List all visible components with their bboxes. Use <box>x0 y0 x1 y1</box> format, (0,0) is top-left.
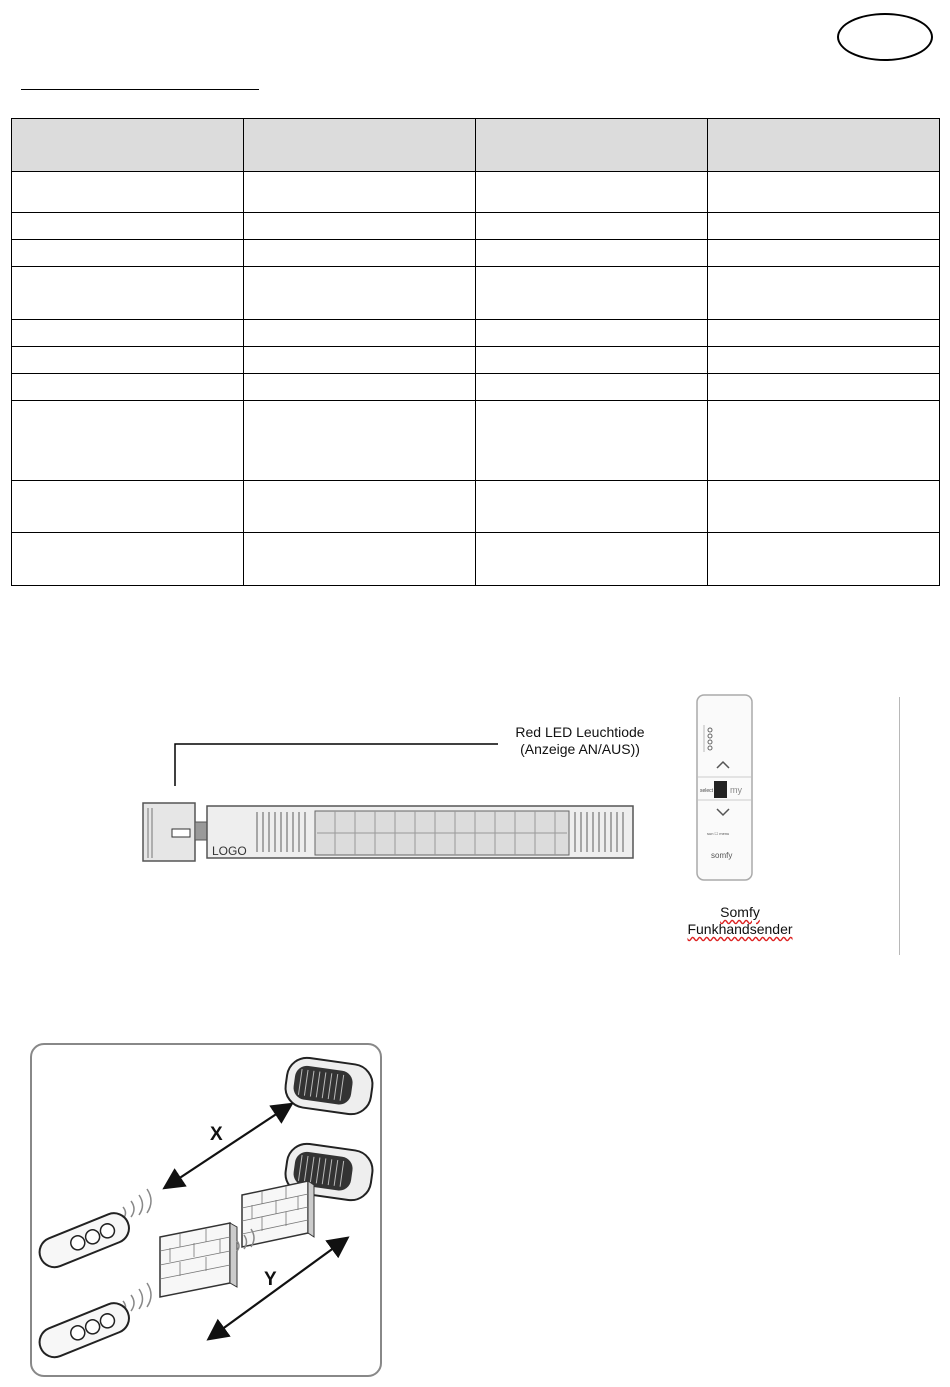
table-cell <box>12 240 244 267</box>
specification-table <box>11 118 940 586</box>
table-cell <box>12 213 244 240</box>
menu-label: sun ☐ menu <box>707 831 730 836</box>
table-row <box>12 320 940 347</box>
heater-diagram <box>130 690 650 870</box>
table-cell <box>12 533 244 586</box>
wall-icon-rear <box>242 1181 314 1247</box>
table-cell <box>476 119 708 172</box>
table-cell <box>708 213 940 240</box>
table-row <box>12 240 940 267</box>
table-cell <box>476 320 708 347</box>
led-indicator <box>172 829 190 837</box>
table-cell <box>12 347 244 374</box>
table-cell <box>244 119 476 172</box>
distance-y-label: Y <box>264 1269 277 1290</box>
table-cell <box>476 240 708 267</box>
table-cell <box>244 320 476 347</box>
table-cell <box>244 213 476 240</box>
somfy-brand-logo: somfy <box>711 851 733 860</box>
table-cell <box>12 172 244 213</box>
table-cell <box>708 267 940 320</box>
table-cell <box>244 267 476 320</box>
signal-waves-upper-icon <box>123 1189 151 1219</box>
table-row <box>12 533 940 586</box>
distance-x-arrow <box>166 1105 290 1187</box>
table-row <box>12 347 940 374</box>
table-cell <box>12 267 244 320</box>
table-cell <box>708 481 940 533</box>
table-row <box>12 213 940 240</box>
table-cell <box>244 481 476 533</box>
table-cell <box>476 172 708 213</box>
range-diagram <box>30 1043 382 1377</box>
table-row <box>12 481 940 533</box>
table-cell <box>708 401 940 481</box>
table-header-row <box>12 119 940 172</box>
led-label-line-2: (Anzeige AN/AUS)) <box>520 741 640 757</box>
table-cell <box>476 533 708 586</box>
table-cell <box>12 119 244 172</box>
table-cell <box>708 320 940 347</box>
table-cell <box>244 401 476 481</box>
remote-caption-line-2: Funkhandsender <box>687 921 793 937</box>
table-cell <box>244 533 476 586</box>
remote-icon-lower <box>35 1299 133 1362</box>
heater-icon-far <box>283 1055 375 1116</box>
table-cell <box>708 240 940 267</box>
table-cell <box>12 481 244 533</box>
vertical-divider <box>899 697 900 955</box>
signal-waves-lower-icon <box>123 1283 151 1313</box>
table-cell <box>708 119 940 172</box>
table-cell <box>476 267 708 320</box>
table-row <box>12 401 940 481</box>
table-cell <box>12 320 244 347</box>
language-badge <box>837 13 933 61</box>
table-cell <box>708 172 940 213</box>
remote-icon-upper <box>35 1209 133 1272</box>
remote-caption-line-1: Somfy <box>720 904 760 920</box>
table-cell <box>244 172 476 213</box>
table-cell <box>476 347 708 374</box>
heater-control-box <box>143 803 207 861</box>
led-label-line-1: Red LED Leuchtiode <box>515 724 645 740</box>
table-row <box>12 374 940 401</box>
table-cell <box>476 213 708 240</box>
section-heading-underline <box>21 89 259 90</box>
select-label: select <box>700 788 714 794</box>
table-row <box>12 172 940 213</box>
remote-caption <box>660 904 820 938</box>
wall-icon-front <box>160 1223 237 1297</box>
table-cell <box>244 240 476 267</box>
table-cell <box>12 374 244 401</box>
led-label <box>470 724 690 758</box>
led-leader-line <box>175 744 498 786</box>
heater-logo-text: LOGO <box>212 844 247 858</box>
table-row <box>12 267 940 320</box>
table-cell <box>244 374 476 401</box>
table-cell <box>476 401 708 481</box>
table-cell <box>244 347 476 374</box>
table-cell <box>708 533 940 586</box>
select-button[interactable] <box>714 781 727 798</box>
table-cell <box>708 374 940 401</box>
table-cell <box>476 374 708 401</box>
heater-body <box>207 806 633 858</box>
table-cell <box>708 347 940 374</box>
distance-x-label: X <box>210 1124 223 1145</box>
my-button-label[interactable]: my <box>730 785 742 795</box>
table-cell <box>12 401 244 481</box>
table-cell <box>476 481 708 533</box>
somfy-remote <box>690 694 760 886</box>
